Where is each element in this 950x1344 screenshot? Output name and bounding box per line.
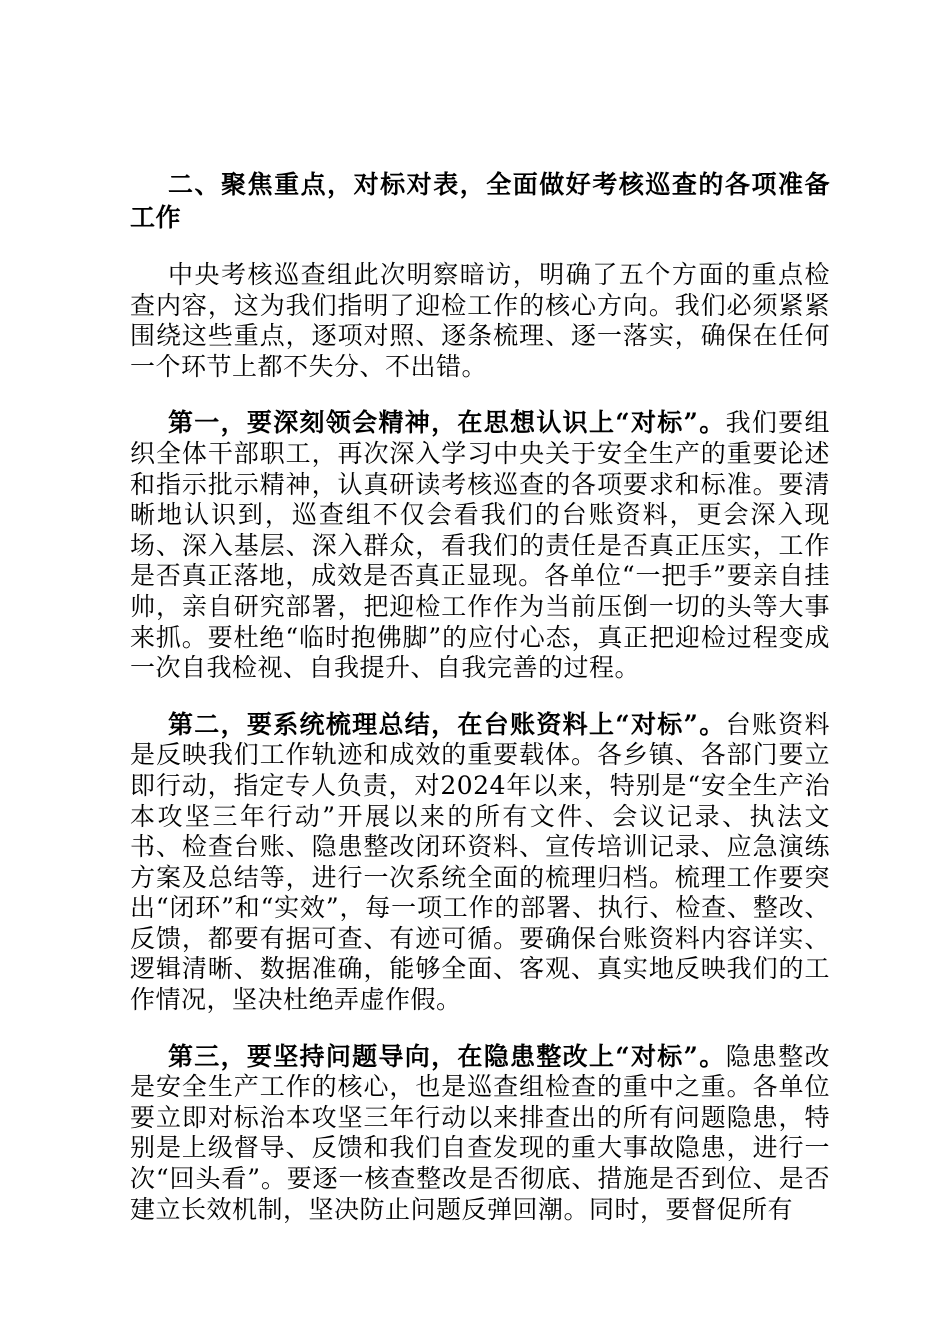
- section-heading: 二、聚焦重点，对标对表，全面做好考核巡查的各项准备工作: [130, 170, 830, 232]
- paragraph-third-lead: 第三，要坚持问题导向，在隐患整改上“对标”。: [168, 1041, 726, 1071]
- paragraph-first: [130, 408, 830, 683]
- intro-paragraph: 中央考核巡查组此次明察暗访，明确了五个方面的重点检查内容，这为我们指明了迎检工作的核心方向。我们必须紧紧围绕这些重点，逐项对照、逐条梳理、逐一落实，确保在任何一个环节上都不失分、不出错。: [130, 260, 830, 381]
- paragraph-second-lead: 第二，要系统梳理总结，在台账资料上“对标”。: [168, 709, 726, 739]
- paragraph-first-lead: 第一，要深刻领会精神，在思想认识上“对标”。: [168, 408, 726, 438]
- paragraph-first-body: 我们要组织全体干部职工，再次深入学习中央关于安全生产的重要论述和指示批示精神，认真研读考核巡查的各项要求和标准。要清晰地认识到，巡查组不仅会看我们的台账资料，更会深入现场、深入基层、深入群众，看我们的责任是否真正压实，工作是否真正落地，成效是否真正显现。各单位“一把手”要亲自挂帅，亲自研究部署，把迎检工作作为当前压倒一切的头等大事来抓。要杜绝“临时抱佛脚”的应付心态，真正把迎检过程变成一次自我检视、自我提升、自我完善的过程。: [130, 408, 830, 683]
- paragraph-third: [130, 1042, 830, 1226]
- paragraph-second-body: 台账资料是反映我们工作轨迹和成效的重要载体。各乡镇、各部门要立即行动，指定专人负责，对2024年以来，特别是“安全生产治本攻坚三年行动”开展以来的所有文件、会议记录、执法文书、检查台账、隐患整改闭环资料、宣传培训记录、应急演练方案及总结等，进行一次系统全面的梳理归档。梳理工作要突出“闭环”和“实效”，每一项工作的部署、执行、检查、整改、反馈，都要有据可查、有迹可循。要确保台账资料内容详实、逻辑清晰、数据准确，能够全面、客观、真实地反映我们的工作情况，坚决杜绝弄虚作假。: [130, 709, 830, 1015]
- paragraph-third-body: 隐患整改是安全生产工作的核心，也是巡查组检查的重中之重。各单位要立即对标治本攻坚三年行动以来排查出的所有问题隐患，特别是上级督导、反馈和我们自查发现的重大事故隐患，进行一次“回头看”。要逐一核查整改是否彻底、措施是否到位、是否建立长效机制，坚决防止问题反弹回潮。同时，要督促所有: [130, 1041, 830, 1224]
- document-page: [130, 168, 830, 1251]
- paragraph-second: [130, 710, 830, 1016]
